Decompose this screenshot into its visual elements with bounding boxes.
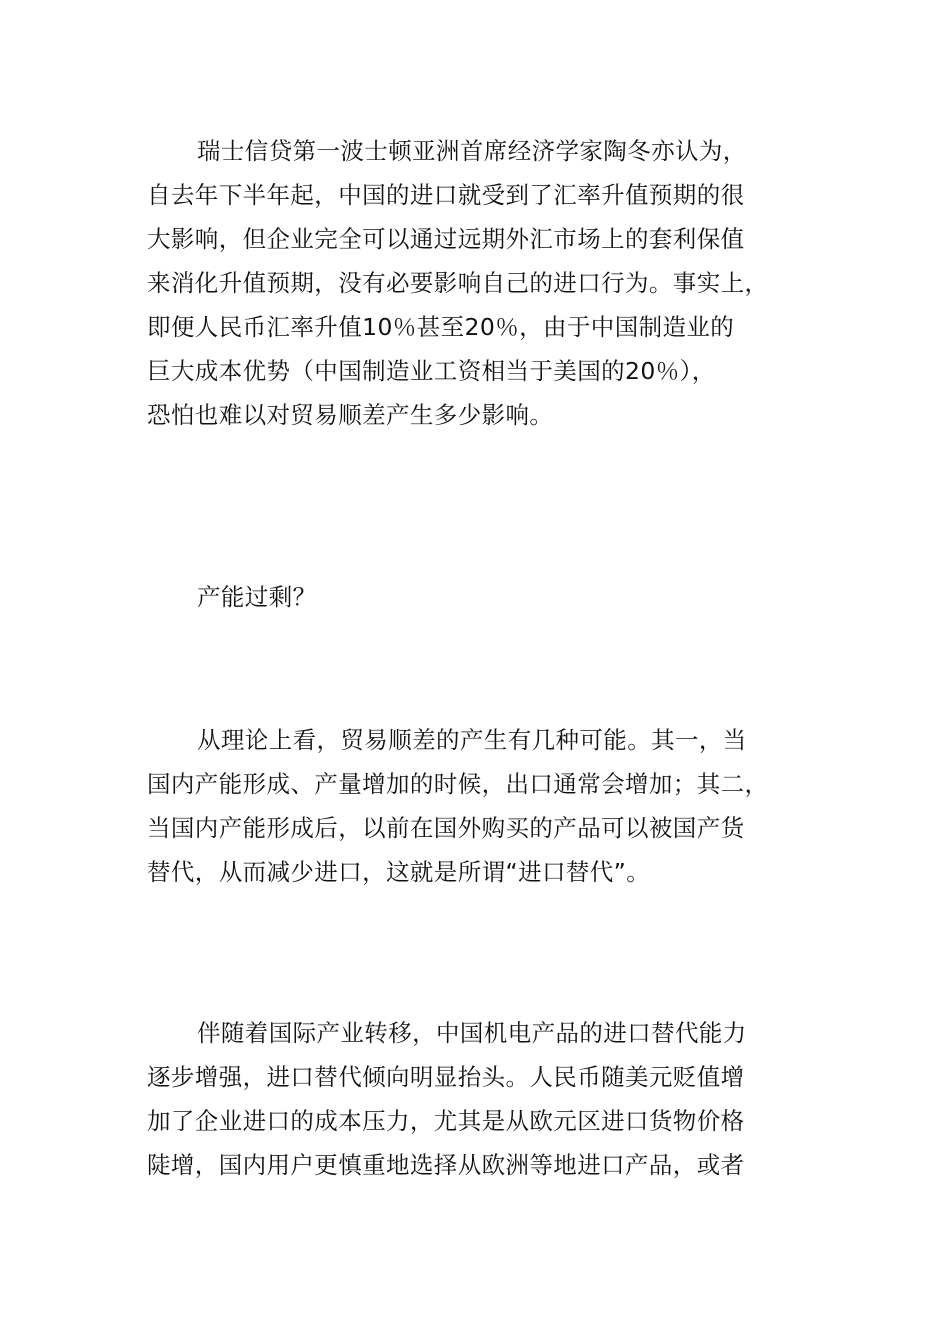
paragraph-line: 当国内产能形成后，以前在国外购买的产品可以被国产货 — [147, 814, 745, 842]
section-heading — [147, 575, 827, 619]
paragraph-line: 陡增，国内用户更慎重地选择从欧洲等地进口产品，或者 — [147, 1151, 745, 1179]
paragraph-line: 从理论上看，贸易顺差的产生有几种可能。其一，当 — [197, 726, 747, 754]
section-heading-text: 产能过剩？ — [197, 583, 317, 611]
paragraph-line: 恐怕也难以对贸易顺差产生多少影响。 — [147, 401, 554, 429]
paragraph-line: 国内产能形成、产量增加的时候，出口通常会增加；其二， — [147, 770, 769, 798]
paragraph-trade-surplus-theory — [147, 718, 827, 894]
paragraph-line: 巨大成本优势（中国制造业工资相当于美国的20％）， — [147, 357, 716, 385]
paragraph-line: 大影响，但企业完全可以通过远期外汇市场上的套利保值 — [147, 225, 745, 253]
paragraph-line: 伴随着国际产业转移，中国机电产品的进口替代能力 — [197, 1019, 747, 1047]
paragraph-line: 来消化升值预期，没有必要影响自己的进口行为。事实上， — [147, 269, 769, 297]
paragraph-line: 瑞士信贷第一波士顿亚洲首席经济学家陶冬亦认为， — [197, 137, 747, 165]
paragraph-line: 加了企业进口的成本压力，尤其是从欧元区进口货物价格 — [147, 1107, 745, 1135]
paragraph-line: 自去年下半年起，中国的进口就受到了汇率升值预期的很 — [147, 181, 745, 209]
paragraph-line: 替代，从而减少进口，这就是所谓“进口替代”。 — [147, 858, 651, 886]
paragraph-line: 即便人民币汇率升值10％甚至20％，由于中国制造业的 — [147, 313, 735, 341]
paragraph-exchange-rate — [147, 129, 827, 437]
paragraph-import-substitution — [147, 1011, 827, 1187]
paragraph-line: 逐步增强，进口替代倾向明显抬头。人民币随美元贬值增 — [147, 1063, 745, 1091]
